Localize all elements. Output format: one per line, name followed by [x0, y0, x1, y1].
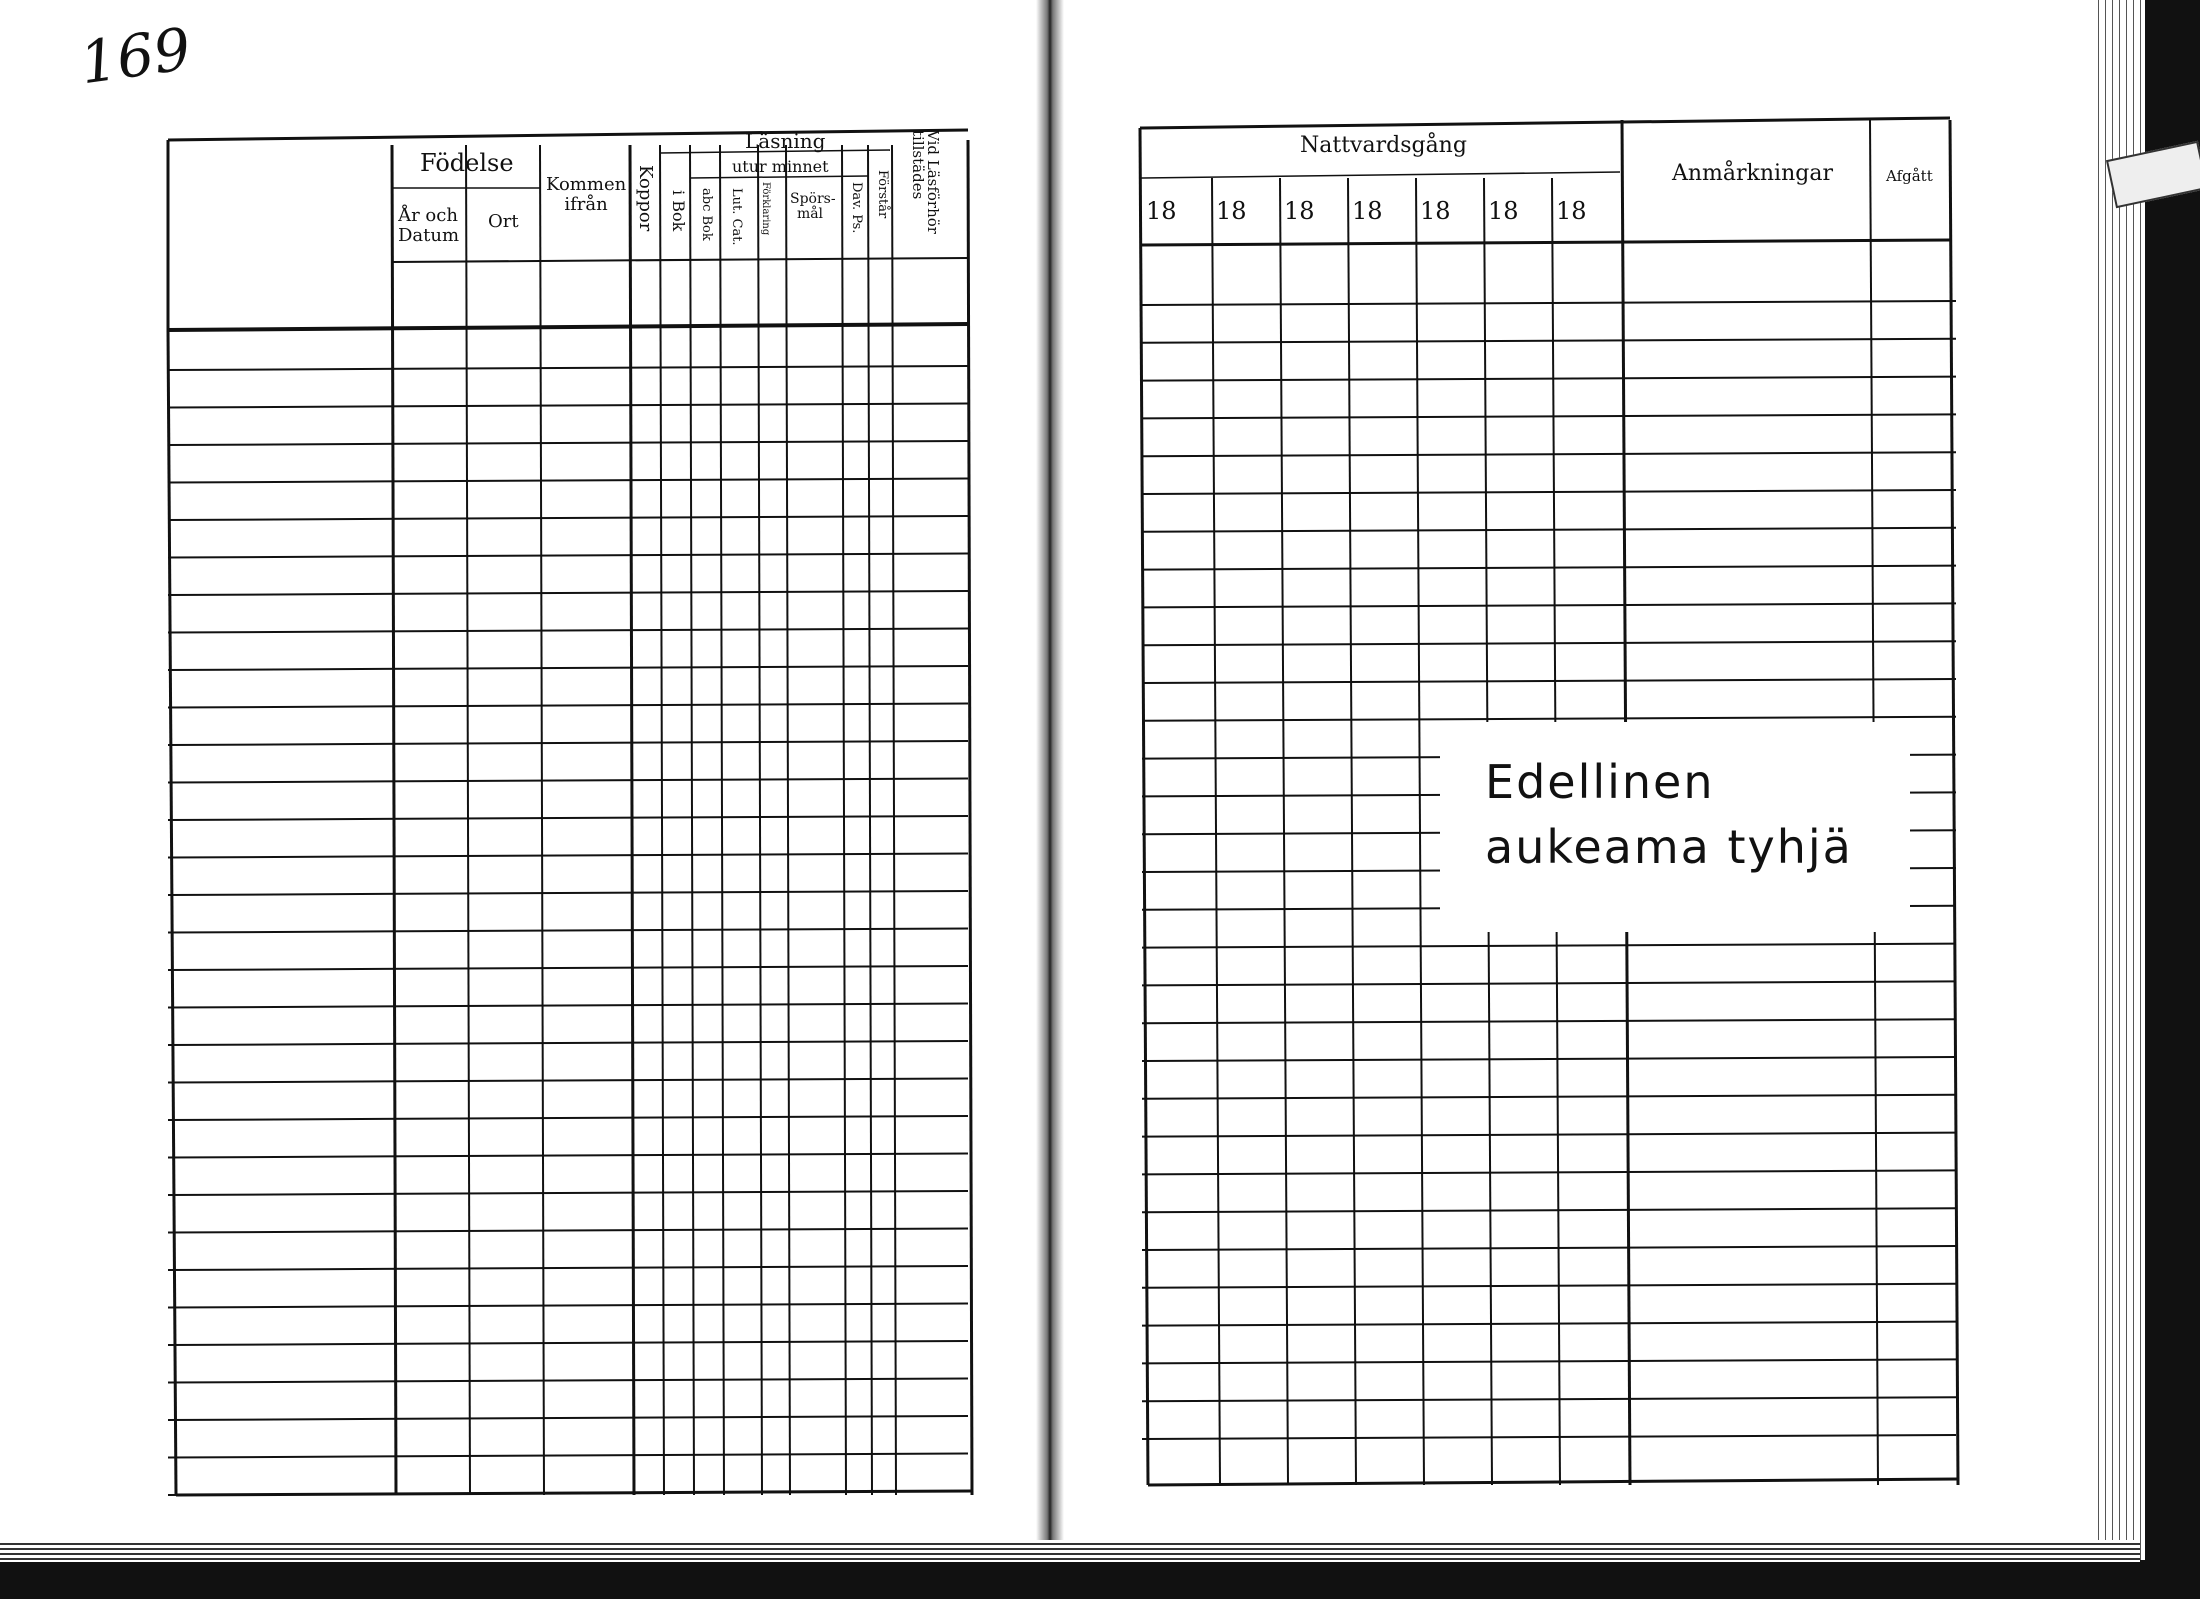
left-row-rule	[168, 854, 968, 858]
right-row-rule	[1142, 717, 1956, 721]
header-i-bok: i Bok	[669, 190, 688, 232]
right-row-rule	[1142, 1095, 1956, 1099]
left-body-top-rule	[168, 324, 968, 330]
right-row-rule	[1142, 1284, 1956, 1288]
year-prefix-4: 18	[1352, 197, 1383, 225]
left-row-rule	[168, 591, 968, 595]
left-column-rule	[690, 145, 694, 1495]
right-row-rule	[1142, 528, 1956, 532]
right-row-rule	[1142, 1208, 1956, 1212]
right-row-rule	[1142, 679, 1956, 683]
header-koppor: Koppor	[635, 165, 656, 232]
right-row-rule	[1142, 1359, 1956, 1363]
right-row-rule	[1142, 452, 1956, 456]
right-column-rule	[1950, 120, 1958, 1485]
header-utur-minnet: utur minnet	[732, 157, 829, 176]
left-column-rule	[758, 145, 762, 1495]
right-row-rule	[1142, 981, 1956, 985]
left-header-bottom-rule	[392, 258, 968, 262]
left-row-rule	[168, 929, 968, 933]
right-column-rule	[1348, 178, 1356, 1485]
left-column-rule	[786, 145, 790, 1495]
left-column-rule	[466, 145, 470, 1495]
left-row-rule	[168, 666, 968, 670]
left-row-rule	[168, 1266, 968, 1270]
header-abc-bok: abc Bok	[699, 188, 714, 241]
right-top-rule	[1140, 118, 1950, 128]
header-sporsmal: Spörs-mål	[790, 191, 836, 223]
header-vid-lasforhor: Vid Läsförhör tillstädes	[909, 130, 942, 234]
right-row-rule	[1142, 1057, 1956, 1061]
right-row-rule	[1142, 1133, 1956, 1137]
right-row-rule	[1142, 1019, 1956, 1023]
header-ort: Ort	[488, 211, 519, 232]
left-row-rule	[168, 404, 968, 408]
left-row-rule	[168, 441, 968, 445]
right-row-rule	[1142, 1435, 1956, 1439]
year-prefix-2: 18	[1216, 197, 1247, 225]
left-row-rule	[168, 516, 968, 520]
left-column-rule	[540, 145, 544, 1495]
left-row-rule	[168, 1116, 968, 1120]
left-column-rule	[842, 145, 846, 1495]
header-anmarkningar: Anmårkningar	[1672, 161, 1833, 186]
header-lut-cat: Lut. Cat.	[729, 188, 744, 246]
left-row-rule	[168, 554, 968, 558]
header-fodelse: Födelse	[420, 149, 514, 177]
left-column-rule	[392, 145, 396, 1495]
right-row-rule	[1142, 490, 1956, 494]
year-prefix-7: 18	[1556, 197, 1587, 225]
left-column-rule	[892, 145, 896, 1495]
left-row-rule	[168, 966, 968, 970]
right-row-rule	[1142, 1246, 1956, 1250]
left-row-rule	[168, 1379, 968, 1383]
year-prefix-1: 18	[1146, 197, 1177, 225]
left-top-rule	[168, 130, 968, 140]
header-afgatt: Afgått	[1886, 167, 1933, 185]
left-row-rule	[168, 1454, 968, 1458]
left-bottom-rule	[176, 1491, 972, 1495]
right-row-rule	[1142, 301, 1956, 305]
left-column-rule	[630, 145, 634, 1495]
right-row-rule	[1142, 1170, 1956, 1174]
header-lasning: Läsning	[745, 129, 826, 153]
left-row-rule	[168, 1304, 968, 1308]
left-row-rule	[168, 891, 968, 895]
year-prefix-3: 18	[1284, 197, 1315, 225]
left-row-rule	[168, 1341, 968, 1345]
header-kommen-ifran: Kommen ifrån	[546, 174, 627, 215]
note-line-1: Edellinen	[1485, 755, 1715, 809]
left-row-rule	[168, 704, 968, 708]
left-column-rule	[868, 145, 872, 1495]
left-row-rule	[168, 1229, 968, 1233]
left-row-rule	[168, 1079, 968, 1083]
right-outer-rule	[1140, 128, 1148, 1485]
nattvard-sub-rule	[1140, 172, 1620, 178]
left-row-rule	[168, 1041, 968, 1045]
right-row-rule	[1142, 414, 1956, 418]
left-column-rule	[968, 140, 972, 1495]
year-prefix-6: 18	[1488, 197, 1519, 225]
left-row-rule	[168, 479, 968, 483]
page-number: 169	[75, 14, 195, 98]
note-line-2: aukeama tyhjä	[1485, 820, 1853, 874]
left-column-rule	[720, 145, 724, 1495]
right-row-rule	[1142, 377, 1956, 381]
right-bottom-rule	[1148, 1479, 1958, 1485]
right-row-rule	[1142, 1322, 1956, 1326]
left-row-rule	[168, 1004, 968, 1008]
left-column-rule	[660, 145, 664, 1495]
right-row-rule	[1142, 641, 1956, 645]
left-row-rule	[168, 779, 968, 783]
right-row-rule	[1142, 603, 1956, 607]
right-column-rule	[1280, 178, 1288, 1485]
left-row-rule	[168, 816, 968, 820]
left-row-rule	[168, 741, 968, 745]
header-dav-ps: Dav. Ps.	[849, 182, 864, 234]
right-row-rule	[1142, 944, 1956, 948]
header-forklaring: Förklaring	[760, 182, 771, 236]
right-row-rule	[1142, 566, 1956, 570]
header-ar-och-datum: År och Datum	[398, 205, 460, 246]
right-row-rule	[1142, 339, 1956, 343]
right-column-rule	[1416, 178, 1424, 1485]
right-row-rule	[1142, 1397, 1956, 1401]
right-body-top-rule	[1140, 240, 1950, 245]
left-row-rule	[168, 1416, 968, 1420]
header-forstar: Förstår	[875, 170, 890, 219]
left-row-rule	[168, 366, 968, 370]
header-nattvardsgang: Nattvardsgång	[1300, 133, 1467, 158]
left-row-rule	[168, 1191, 968, 1195]
left-row-rule	[168, 1154, 968, 1158]
right-column-rule	[1212, 178, 1220, 1485]
year-prefix-5: 18	[1420, 197, 1451, 225]
left-row-rule	[168, 629, 968, 633]
left-body-outer-rule	[168, 330, 176, 1495]
